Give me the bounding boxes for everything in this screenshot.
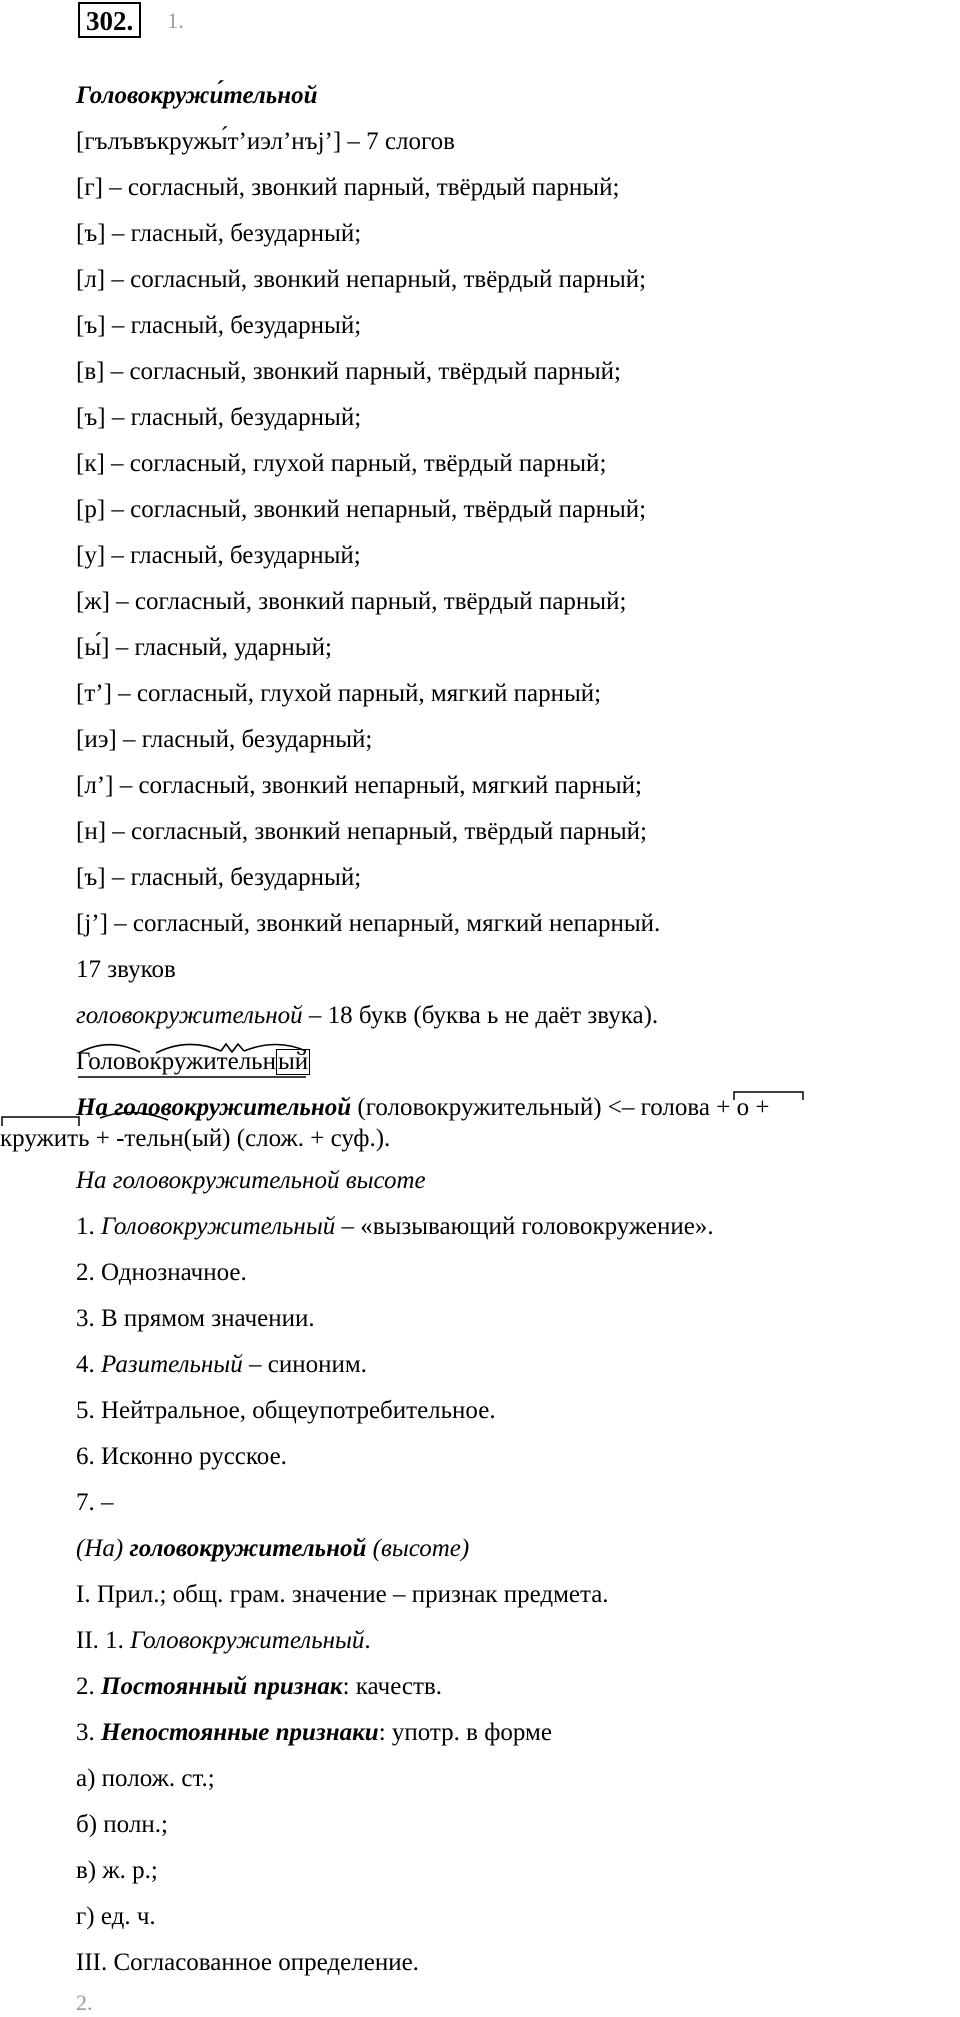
transcription: [гълъвъкружы́т’иэл’нъj’] – 7 слогов	[76, 128, 455, 155]
morph-constant-label: Постоянный признак	[101, 1673, 343, 1700]
morph-part-2-num: II. 1.	[76, 1627, 131, 1654]
lexical-num: 2.	[76, 1259, 101, 1286]
morph-variable-value: : употр. в форме	[378, 1719, 552, 1746]
derivation-marks	[0, 1078, 960, 1138]
morph-form: г) ед. ч.	[76, 1903, 156, 1930]
exercise-content	[0, 73, 936, 1986]
letters-count	[76, 993, 936, 1039]
letters-rest: – 18 букв (буква ь не даёт звука).	[302, 1002, 659, 1029]
lexical-item	[76, 1434, 936, 1480]
sound-line: [иэ] – гласный, безударный;	[76, 726, 373, 753]
root-arc-2	[156, 1044, 221, 1053]
root-mark-kruzh	[2, 1117, 79, 1126]
lexical-word: Головокружительный	[101, 1213, 336, 1240]
derivation-word: На головокружительной	[76, 1094, 352, 1121]
morph-part-2	[76, 1618, 936, 1664]
lexical-num: 3.	[76, 1305, 101, 1332]
exercise-number: 302.	[78, 2, 141, 38]
morph-constant-value: : качеств.	[342, 1673, 443, 1700]
morph-part-3: III. Согласованное определение.	[76, 1949, 419, 1976]
sound-line: [к] – согласный, глухой парный, твёрдый парный;	[76, 450, 607, 477]
morpheme-stem: Головокружительн	[76, 1048, 276, 1075]
morph-variable	[76, 1710, 936, 1756]
sounds-count: 17 звуков	[76, 956, 176, 983]
morph-form: в) ж. р.;	[76, 1857, 158, 1884]
letters-word: головокружительной	[76, 1002, 303, 1029]
morph-title-pre: (На)	[76, 1535, 130, 1562]
morph-title	[76, 1526, 936, 1572]
lexical-text: В прямом значении.	[101, 1305, 315, 1332]
root-mark-golova	[734, 1092, 803, 1100]
derivation-line-2: кружить + -тельн(ый) (слож. + суф.).	[0, 1125, 391, 1152]
lexical-item	[76, 1296, 936, 1342]
derivation-rest: (головокружительный) <– голова + о +	[351, 1094, 770, 1121]
morph-part-2-end: .	[364, 1627, 371, 1654]
morph-title-post: (высоте)	[366, 1535, 470, 1562]
sound-line: [р] – согласный, звонкий непарный, твёрдый парный;	[76, 496, 647, 523]
sound-list	[76, 165, 936, 947]
lexical-item	[76, 1480, 936, 1526]
lexical-text: Нейтральное, общеупотребительное.	[101, 1397, 496, 1424]
sound-line: [j’] – согласный, звонкий непарный, мягкий непарный.	[76, 910, 661, 937]
lexical-analysis	[76, 1204, 936, 1526]
section-label: 1.	[167, 8, 184, 33]
sound-line: [в] – согласный, звонкий парный, твёрдый парный;	[76, 358, 621, 385]
morph-variable-label: Непостоянные признаки	[101, 1719, 379, 1746]
sound-line: [г] – согласный, звонкий парный, твёрдый парный;	[76, 174, 620, 201]
morph-form: а) полож. ст.;	[76, 1765, 215, 1792]
lexical-text: Однозначное.	[101, 1259, 247, 1286]
sound-line: [ъ] – гласный, безударный;	[76, 404, 362, 431]
suffix-arc-teln	[100, 1112, 168, 1120]
word-heading: Головокружи́тельной	[76, 82, 318, 109]
lexical-text: – «вызывающий головокружение».	[335, 1213, 714, 1240]
suffix-mark	[221, 1044, 306, 1052]
sound-line: [ж] – согласный, звонкий парный, твёрдый парный;	[76, 588, 627, 615]
sound-line: [у] – гласный, безударный;	[76, 542, 361, 569]
morph-initial-form: Головокружительный	[130, 1627, 365, 1654]
lexical-item	[76, 1342, 936, 1388]
sound-line: [ъ] – гласный, безударный;	[76, 220, 362, 247]
morpheme-ending: ый	[277, 1048, 309, 1075]
lexical-text: –	[101, 1489, 114, 1516]
lexical-item	[76, 1388, 936, 1434]
morph-form: б) полн.;	[76, 1811, 168, 1838]
lexical-word: Разительный	[101, 1351, 243, 1378]
lexical-num: 1.	[76, 1213, 101, 1240]
root-arc-1	[79, 1045, 140, 1053]
morph-title-word: головокружительной	[129, 1535, 367, 1562]
sound-line: [т’] – согласный, глухой парный, мягкий парный;	[76, 680, 602, 707]
sound-line: [ы́] – гласный, ударный;	[76, 634, 332, 661]
morph-part-1: I. Прил.; общ. грам. значение – признак предмета.	[76, 1581, 609, 1608]
morph-constant-num: 2.	[76, 1673, 101, 1700]
lexical-item	[76, 1204, 936, 1250]
phrase: На головокружительной высоте	[76, 1167, 426, 1194]
lexical-num: 6.	[76, 1443, 101, 1470]
lexical-num: 7.	[76, 1489, 101, 1516]
sound-line: [л’] – согласный, звонкий непарный, мягкий парный;	[76, 772, 643, 799]
lexical-text: – синоним.	[242, 1351, 367, 1378]
sound-line: [н] – согласный, звонкий непарный, твёрдый парный;	[76, 818, 647, 845]
morph-variable-num: 3.	[76, 1719, 101, 1746]
lexical-text: Исконно русское.	[101, 1443, 287, 1470]
morph-analysis	[76, 1572, 936, 1986]
lexical-item	[76, 1250, 936, 1296]
morph-constant	[76, 1664, 936, 1710]
sound-line: [л] – согласный, звонкий непарный, твёрдый парный;	[76, 266, 647, 293]
sound-line: [ъ] – гласный, безударный;	[76, 312, 362, 339]
sound-line: [ъ] – гласный, безударный;	[76, 864, 362, 891]
lexical-num: 4.	[76, 1351, 101, 1378]
exercise-header	[78, 2, 184, 42]
lexical-num: 5.	[76, 1397, 101, 1424]
section-label-2: 2.	[76, 1990, 93, 2015]
